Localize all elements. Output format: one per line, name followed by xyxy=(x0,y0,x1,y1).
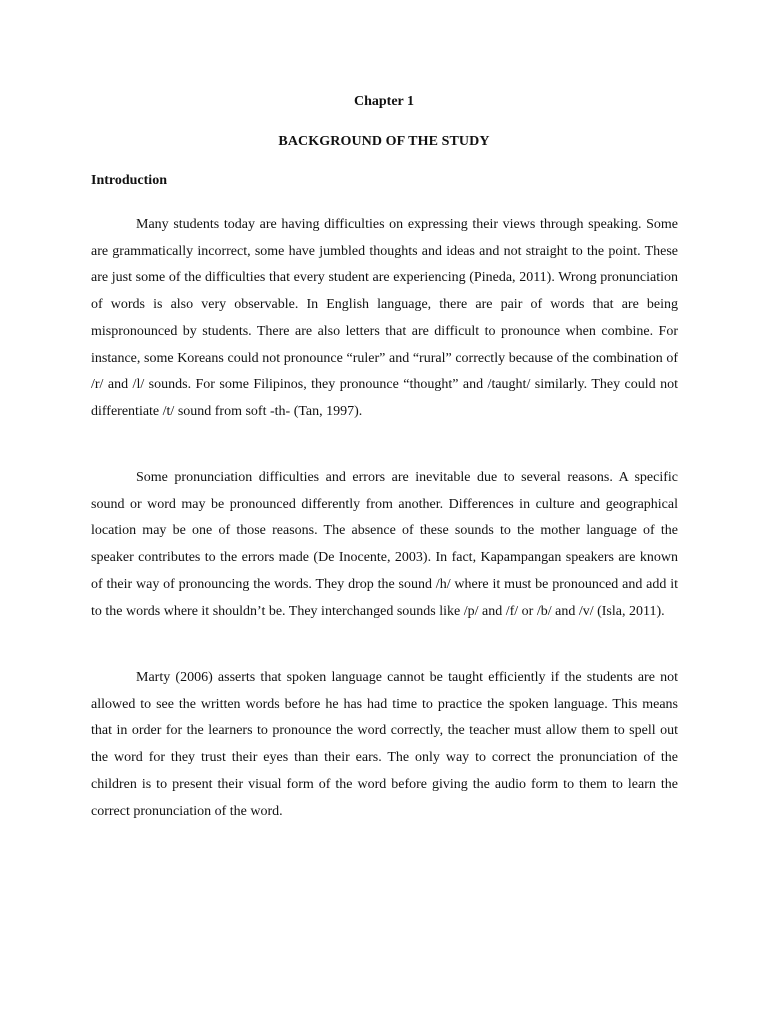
paragraph: Some pronunciation difficulties and errors are inevitable due to several reasons. A specific sound or word may be pronounced differently from another. Differences in culture and geographical location may be one of those reasons. The absence of these sounds to the mother language of the speaker contributes to the errors made (De Inocente, 2003). In fact, Kapampangan speakers are known of their way of pronouncing the words. They drop the sound /h/ where it must be pronounced and add it to the words where it shouldn’t be. They interchanged sounds like /p/ and /f/ or /b/ and /v/ (Isla, 2011). xyxy=(91,470,678,619)
paragraph: Many students today are having difficulties on expressing their views through speaking. Some are grammatically incorrect, some have jumbled thoughts and ideas and not straight to the point. These are just some of the difficulties that every student are experiencing (Pineda, 2011). Wrong pronunciation of words is also very observable. In English language, there are pair of words that are being mispronounced by students. There are also letters that are difficult to pronounce when combine. For instance, some Koreans could not pronounce “ruler” and “rural” correctly because of the combination of /r/ and /l/ sounds. For some Filipinos, they pronounce “thought” and /taught/ similarly. They could not differentiate /t/ sound from soft -th- (Tan, 1997). xyxy=(91,217,678,419)
chapter-label: Chapter 1 xyxy=(353,94,415,109)
paragraph: Marty (2006) asserts that spoken language cannot be taught efficiently if the students are not allowed to see the written words before he has had time to practice the spoken language. This means that in order for the learners to pronounce the word correctly, the teacher must allow them to spell out the word for they trust their eyes than their ears. The only way to correct the pronunciation of the children is to present their visual form of the word before giving the audio form to them to learn the correct pronunciation of the word. xyxy=(91,670,678,819)
section-heading: Introduction xyxy=(91,173,167,188)
chapter-title: BACKGROUND OF THE STUDY xyxy=(278,134,490,149)
